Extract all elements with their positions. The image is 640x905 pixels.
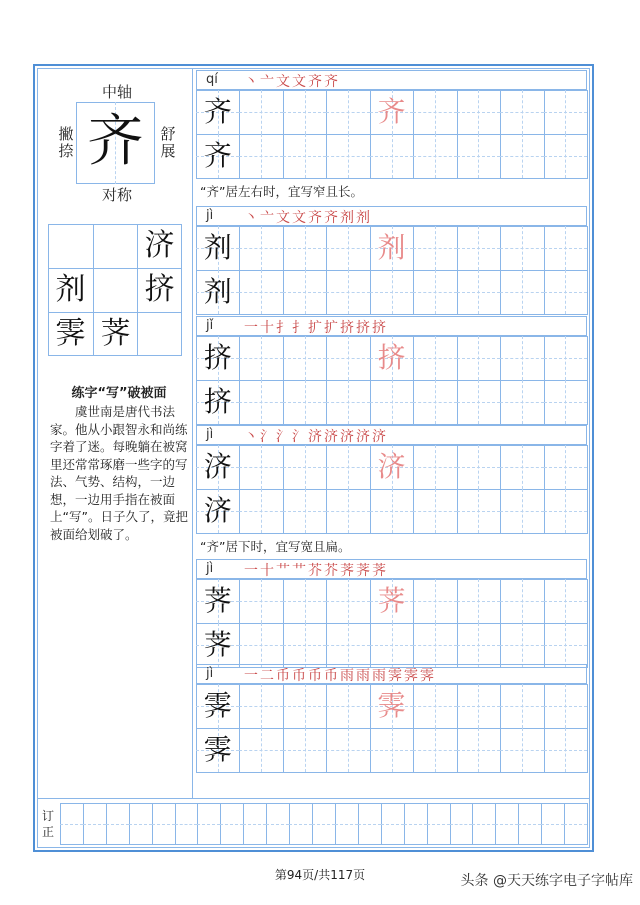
pinyin: jì: [206, 208, 214, 223]
pinyin: jǐ: [206, 318, 214, 333]
guide-line: [435, 270, 436, 314]
guide-line: [478, 336, 479, 380]
guide-line: [435, 336, 436, 380]
guide-line: [565, 684, 566, 728]
stroke-order: 一十艹艹芥芥荠荠荠: [244, 563, 388, 579]
label-left: 撇捺: [58, 125, 74, 160]
guide-line: [348, 134, 349, 178]
word-ji-5: 荠: [100, 316, 131, 351]
column-divider: [192, 68, 193, 798]
correction-divider: [37, 798, 590, 799]
guide-line: [392, 623, 393, 667]
trace-char: 剂: [377, 231, 406, 264]
guide-line: [392, 270, 393, 314]
guide-line: [348, 489, 349, 533]
guide-line: [348, 579, 349, 623]
pinyin: jì: [206, 666, 214, 681]
guide-line: [305, 445, 306, 489]
guide-line: [305, 489, 306, 533]
guide-line: [435, 684, 436, 728]
trace-char: 齐: [377, 95, 406, 128]
guide-line: [522, 380, 523, 424]
model-char: 霁: [203, 689, 232, 722]
guide-line: [261, 270, 262, 314]
label-top: 中轴: [101, 83, 132, 101]
stroke-order: 一二币币币币雨雨雨霁霁霁: [244, 668, 436, 684]
guide-line: [358, 824, 381, 825]
word-ji-1: 济: [144, 228, 175, 263]
guide-line: [305, 623, 306, 667]
guide-line: [348, 684, 349, 728]
guide-line: [197, 824, 220, 825]
story-title: 练字“写”破被面: [71, 386, 167, 401]
guide-line: [381, 824, 404, 825]
guide-line: [478, 380, 479, 424]
guide-line: [289, 824, 312, 825]
guide-line: [261, 489, 262, 533]
guide-line: [392, 489, 393, 533]
guide-line: [427, 824, 450, 825]
pinyin: jì: [206, 561, 214, 576]
trace-char: 荠: [377, 584, 406, 617]
guide-line: [435, 489, 436, 533]
guide-line: [305, 579, 306, 623]
guide-line: [522, 579, 523, 623]
guide-line: [522, 90, 523, 134]
guide-line: [261, 226, 262, 270]
guide-line: [348, 336, 349, 380]
guide-line: [305, 270, 306, 314]
guide-line: [565, 380, 566, 424]
guide-line: [522, 489, 523, 533]
guide-line: [305, 134, 306, 178]
guide-line: [175, 824, 198, 825]
guide-line: [478, 489, 479, 533]
guide-line: [266, 824, 289, 825]
guide-line: [348, 623, 349, 667]
guide-line: [435, 90, 436, 134]
guide-line: [106, 824, 129, 825]
guide-line: [472, 824, 495, 825]
guide-line: [518, 824, 541, 825]
model-char: 济: [203, 450, 232, 483]
guide-line: [83, 824, 106, 825]
guide-line: [348, 445, 349, 489]
correction-label: 订正: [42, 809, 55, 839]
story-text: 虞世南是唐代书法家。他从小跟智永和尚练字着了迷。每晚躺在被窝里还常常琢磨一些字的写法、气势、结构，一边想，一边用手指在被面上“写”。日子久了，竟把被面给划破了。: [50, 404, 188, 542]
guide-line: [435, 134, 436, 178]
pinyin: jì: [206, 427, 214, 442]
trace-char: 挤: [377, 341, 406, 374]
guide-line: [478, 134, 479, 178]
guide-line: [129, 824, 152, 825]
guide-line: [335, 824, 358, 825]
guide-line: [220, 824, 243, 825]
guide-line: [478, 579, 479, 623]
guide-line: [392, 728, 393, 772]
label-right: 舒展: [160, 125, 176, 160]
word-ji-3: 挤: [144, 272, 175, 307]
model-char: 济: [203, 494, 232, 527]
guide-line: [565, 489, 566, 533]
guide-line: [261, 623, 262, 667]
guide-line: [435, 623, 436, 667]
guide-line: [478, 445, 479, 489]
guide-line: [435, 445, 436, 489]
guide-line: [522, 445, 523, 489]
guide-line: [565, 134, 566, 178]
guide-line: [261, 90, 262, 134]
watermark: 头条 @天天练字电子字帖库: [460, 873, 633, 889]
model-char: 齐: [203, 95, 232, 128]
guide-line: [450, 824, 473, 825]
guide-line: [565, 270, 566, 314]
guide-line: [435, 226, 436, 270]
guide-line: [565, 90, 566, 134]
word-ji-4: 霁: [55, 316, 86, 351]
stroke-order: 丶氵氵氵济济济济济: [244, 429, 388, 445]
pinyin: qí: [206, 72, 218, 87]
guide-line: [522, 684, 523, 728]
model-char: 荠: [203, 584, 232, 617]
page-number: 第94页/共117页: [274, 868, 366, 882]
model-char: 齐: [203, 139, 232, 172]
guide-line: [261, 336, 262, 380]
guide-line: [392, 134, 393, 178]
main-char: 齐: [87, 109, 144, 174]
guide-line: [565, 623, 566, 667]
guide-line: [348, 728, 349, 772]
guide-line: [522, 134, 523, 178]
guide-line: [305, 90, 306, 134]
label-bottom: 对称: [101, 186, 132, 204]
guide-line: [522, 226, 523, 270]
guide-line: [435, 579, 436, 623]
guide-line: [261, 684, 262, 728]
stroke-order: 一十扌扌扩扩挤挤挤: [244, 320, 388, 336]
guide-line: [305, 380, 306, 424]
guide-line: [478, 684, 479, 728]
guide-line: [60, 824, 83, 825]
guide-line: [565, 728, 566, 772]
guide-line: [261, 728, 262, 772]
guide-line: [348, 226, 349, 270]
model-char: 剂: [203, 275, 232, 308]
guide-line: [348, 90, 349, 134]
stroke-order: 丶亠文文齐齐: [244, 74, 340, 90]
guide-line: [478, 728, 479, 772]
guide-line: [312, 824, 335, 825]
guide-line: [495, 824, 518, 825]
tip-note: “齐”居下时，宜写宽且扁。: [200, 539, 351, 554]
trace-char: 济: [377, 450, 406, 483]
guide-line: [243, 824, 266, 825]
guide-line: [522, 270, 523, 314]
guide-line: [261, 445, 262, 489]
model-char: 剂: [203, 231, 232, 264]
guide-line: [478, 623, 479, 667]
guide-line: [305, 684, 306, 728]
tip-note: “齐”居左右时，宜写窄且长。: [200, 184, 363, 199]
model-char: 荠: [203, 628, 232, 661]
guide-line: [435, 728, 436, 772]
model-char: 挤: [203, 341, 232, 374]
guide-line: [522, 623, 523, 667]
stroke-order: 丶亠文文齐齐剂剂: [244, 210, 372, 226]
guide-line: [478, 90, 479, 134]
guide-line: [305, 336, 306, 380]
guide-line: [392, 380, 393, 424]
guide-line: [261, 134, 262, 178]
guide-line: [261, 380, 262, 424]
guide-line: [305, 728, 306, 772]
guide-line: [541, 824, 564, 825]
guide-line: [565, 336, 566, 380]
guide-line: [565, 579, 566, 623]
model-char: 霁: [203, 733, 232, 766]
guide-line: [565, 445, 566, 489]
guide-line: [435, 380, 436, 424]
guide-line: [152, 824, 175, 825]
trace-char: 霁: [377, 689, 406, 722]
guide-line: [404, 824, 427, 825]
guide-line: [522, 336, 523, 380]
guide-line: [565, 226, 566, 270]
guide-line: [478, 270, 479, 314]
model-char: 挤: [203, 385, 232, 418]
guide-line: [348, 380, 349, 424]
guide-line: [348, 270, 349, 314]
guide-line: [478, 226, 479, 270]
word-ji-2: 剂: [55, 272, 86, 307]
guide-line: [305, 226, 306, 270]
guide-line: [261, 579, 262, 623]
guide-line: [522, 728, 523, 772]
guide-line: [564, 824, 587, 825]
